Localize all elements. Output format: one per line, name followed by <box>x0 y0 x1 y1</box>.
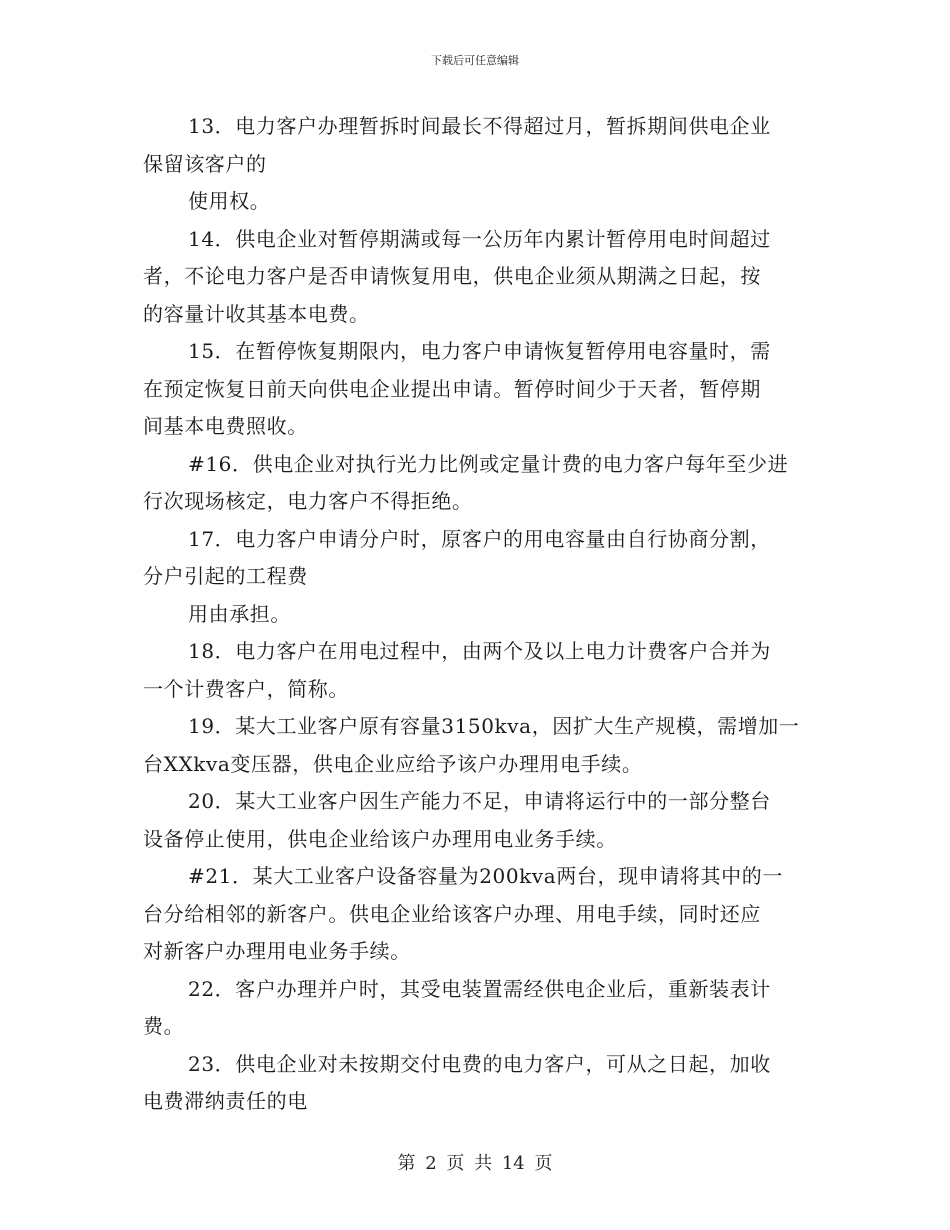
page-header: 下载后可任意编辑 <box>431 54 519 67</box>
text-line: 22．客户办理并户时，其受电装置需经供电企业后，重新装表计 <box>188 976 771 1001</box>
text-line: 台XXkva变压器，供电企业应给予该户办理用电手续。 <box>143 751 643 776</box>
text-line: 对新客户办理用电业务手续。 <box>143 939 411 963</box>
text-line: 分户引起的工程费 <box>143 564 308 588</box>
text-line: 台分给相邻的新客户。供电企业给该客户办理、用电手续，同时还应 <box>143 901 761 926</box>
text-line: 保留该客户的 <box>143 151 267 176</box>
text-line: #21．某大工业客户设备容量为200kva两台，现申请将其中的一 <box>188 864 783 888</box>
text-line: 13．电力客户办理暂拆时间最长不得超过月，暂拆期间供电企业 <box>188 114 771 138</box>
text-line: 17．电力客户申请分户时，原客户的用电容量由自行协商分割， <box>188 526 771 551</box>
text-line: 一个计费客户，简称。 <box>143 676 349 701</box>
text-line: 电费滞纳责任的电 <box>143 1089 308 1113</box>
text-line: 的容量计收其基本电费。 <box>143 301 370 326</box>
text-line: 间基本电费照收。 <box>143 414 308 438</box>
text-line: 费。 <box>143 1014 185 1038</box>
text-line: 19．某大工业客户原有容量3150kva，因扩大生产规模，需增加一 <box>188 714 800 738</box>
text-line: 设备停止使用，供电企业给该户办理用电业务手续。 <box>143 826 617 851</box>
text-line: 15．在暂停恢复期限内，电力客户申请恢复暂停用电容量时，需 <box>188 339 771 363</box>
text-line: 者，不论电力客户是否申请恢复用电，供电企业须从期满之日起，按 <box>143 264 761 288</box>
text-line: #16．供电企业对执行光力比例或定量计费的电力客户每年至少进 <box>188 451 789 476</box>
text-line: 20．某大工业客户因生产能力不足，申请将运行中的一部分整台 <box>188 789 771 813</box>
text-line: 行次现场核定，电力客户不得拒绝。 <box>143 489 473 513</box>
document-body <box>143 108 823 1121</box>
page-number: 第 2 页 共 14 页 <box>397 1153 553 1174</box>
text-line: 18．电力客户在用电过程中，由两个及以上电力计费客户合并为 <box>188 639 771 663</box>
text-line: 用由承担。 <box>188 601 291 626</box>
text-line: 在预定恢复日前天向供电企业提出申请。暂停时间少于天者，暂停期 <box>143 376 761 401</box>
text-line: 使用权。 <box>188 189 271 213</box>
text-line: 14．供电企业对暂停期满或每一公历年内累计暂停用电时间超过 <box>188 226 771 251</box>
text-line: 23．供电企业对未按期交付电费的电力客户，可从之日起，加收 <box>188 1051 771 1076</box>
